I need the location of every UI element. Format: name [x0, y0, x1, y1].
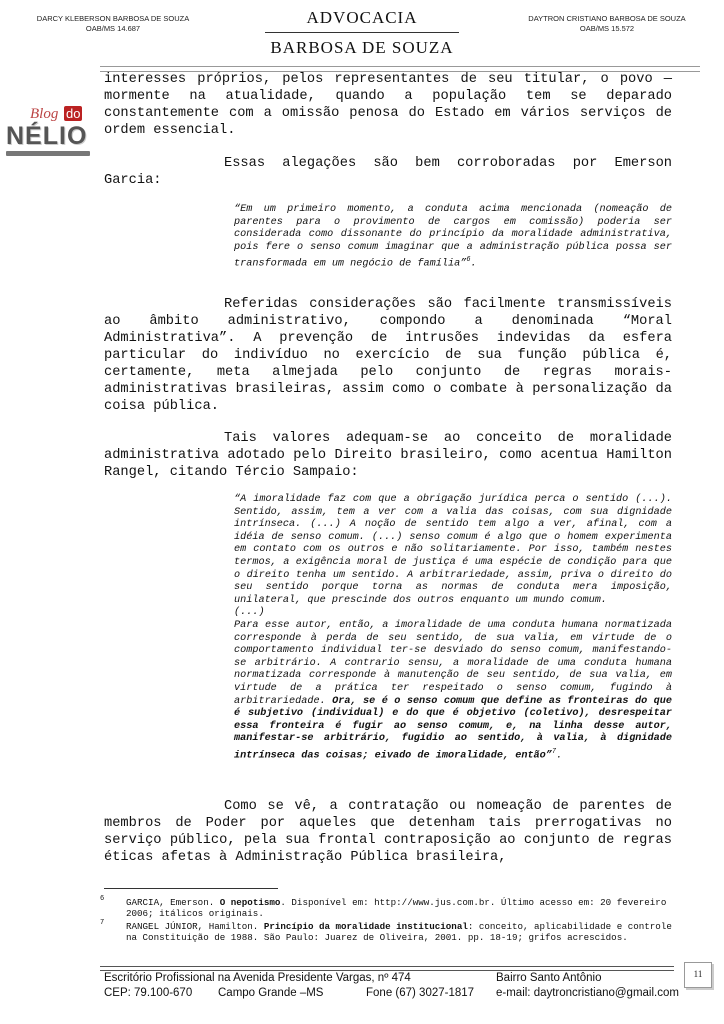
footer-divider	[100, 966, 674, 971]
header-left	[28, 14, 198, 34]
footer-neighborhood: Bairro Santo Antônio	[496, 972, 602, 984]
header-title-top: ADVOCACIA	[306, 8, 418, 27]
header-right	[514, 14, 700, 34]
header-title-bottom: BARBOSA DE SOUZA	[270, 38, 454, 57]
logo-do-word: do	[66, 106, 81, 121]
footer-address: Escritório Profissional na Avenida Presidente Vargas, nº 474	[104, 972, 411, 984]
left-lawyer-name: DARCY KLEBERSON BARBOSA DE SOUZA	[36, 14, 190, 23]
footnote-separator	[104, 888, 278, 889]
footnote-6-details: . Disponível em: http://www.jus.com.br. Último acesso em: 20 fevereiro 2006; itálicos originais.	[126, 897, 667, 920]
footnote-ref-6[interactable]: 6	[466, 256, 471, 265]
footnote-6	[100, 895, 672, 920]
left-lawyer-oab: OAB/MS 14.687	[85, 24, 141, 33]
quote-sampaio-part-2: Para esse autor, então, a imoralidade de uma conduta humana normatizada corresponde à perda de seu sentido, de sua valia, em virtude de o comportamento individual ter-se desviado do senso comum, manifestando-se arbitrário. A contrario sensu, a moralidade de uma conduta humana normatizada corresponde à manutenção de seu sentido, de sua valia, em virtude de a prática ter respeitado o senso comum, fugindo à arbitrariedade. Ora, se é o senso comum que define as fronteiras do que é subjetivo (individual) e do que é objetivo (coletivo), desrespeitar essa fronteira é fugir ao senso comum, e, na linha desse autor, manifestar-se arbitrário, fugidio ao sentido, à valia, à dignidade intrínseca das coisas; eivado de imoralidade, então”$^7$.	[234, 619, 672, 762]
footnote-6-title: O nepotismo	[219, 897, 281, 908]
footnote-7-number: 7	[100, 919, 105, 927]
logo-nelio-word: NÉLIO	[6, 122, 88, 150]
footnote-7-author: RANGEL JÚNIOR, Hamilton.	[126, 921, 264, 932]
right-lawyer-oab: OAB/MS 15.572	[579, 24, 635, 33]
quote-garcia-text: “Em um primeiro momento, a conduta acima mencionada (nomeação de parentes para o provimento de cargos em comissão) poderia ser considerada como dissonante do princípio da moralidade administrativa, pois fere o senso comum imaginar que a administração pública possa ser transformada em um negócio de família”	[234, 204, 672, 270]
quote-sampaio-ellipsis: (...)	[234, 607, 265, 619]
footnote-6-number: 6	[100, 895, 105, 903]
right-lawyer-name: DAYTRON CRISTIANO BARBOSA DE SOUZA	[528, 14, 686, 23]
paragraph-2: Essas alegações são bem corroboradas por Emerson Garcia:	[104, 156, 672, 188]
paragraph-1: interesses próprios, pelos representantes de seu titular, o povo — mormente na atualidade, quando a população tem se deparado constantemente com a omissão penosa do Estado em vários serviços de ordem essencial.	[104, 72, 672, 138]
page-number-box	[684, 962, 712, 988]
quote-sampaio-bold-text: Ora, se é o senso comum que define as fronteiras do que é subjetivo (individual) e do que é objetivo (coletivo), desrespeitar essa fronteira é fugir ao senso comum, e, na linha desse autor, manifestar-se arbitrário, fugidio ao sentido, à valia, à dignidade intrínseca das coisas; eivado de imoralidade, então”	[234, 695, 672, 762]
blog-do-nelio-logo	[4, 106, 96, 162]
header-title-rule	[265, 32, 459, 33]
paragraph-3: Referidas considerações são facilmente transmissíveis ao âmbito administrativo, compondo a denominada “Moral Administrativa”. A prevenção de intrusões indevidas da esfera particular do indivíduo no exercício de sua função pública é, certamente, meta almejada pelo conjunto de regras morais-administrativas brasileiras, assim como o combate à personalização da coisa pública.	[104, 297, 672, 414]
quote-sampaio	[234, 494, 672, 763]
footer-city: Campo Grande –MS	[218, 987, 324, 999]
logo-underline-bar	[6, 151, 90, 156]
footnote-7-title: Princípio da moralidade institucional	[263, 921, 468, 932]
footnote-7-details: : conceito, aplicabilidade e controle na Constituição de 1988. São Paulo: Juarez de Oliveira, 2001. pp. 18-19; grifos acrescidos.	[126, 921, 672, 944]
quote-sampaio-part-2-text: Para esse autor, então, a imoralidade de uma conduta humana normatizada corresponde à perda de seu sentido, de sua valia, em virtude de o comportamento individual ter-se desviado do senso comum, manifestando-se arbitrário. A contrario sensu, a moralidade de uma conduta humana normatizada corresponde à manutenção de seu sentido, de sua valia, em virtude de a prática ter respeitado o senso comum, fugindo à arbitrariedade.	[234, 619, 672, 707]
footnote-7	[100, 919, 672, 944]
page-number: 11	[693, 969, 703, 979]
quote-garcia: “Em um primeiro momento, a conduta acima mencionada (nomeação de parentes para o provimento de cargos em comissão) poderia ser considerada como dissonante do princípio da moralidade administrativa, pois fere o senso comum imaginar que a administração pública possa ser transformada em um negócio de família”$^6$.	[234, 204, 672, 270]
logo-blog-word: Blog	[30, 106, 59, 122]
footnote-ref-7[interactable]: 7	[551, 747, 557, 756]
paragraph-5: Como se vê, a contratação ou nomeação de parentes de membros de Poder por aqueles que detenham tais prerrogativas no serviço público, pela sua frontal contraposição ao conjunto de regras éticas afetas à Administração Pública brasileira,	[104, 799, 672, 865]
footer-cep: CEP: 79.100-670	[104, 987, 193, 999]
footnote-6-author: GARCIA, Emerson.	[126, 897, 220, 908]
paragraph-4: Tais valores adequam-se ao conceito de moralidade administrativa adotado pelo Direito brasileiro, como acentua Hamilton Rangel, citando Tércio Sampaio:	[104, 431, 672, 480]
quote-sampaio-part-1: “A imoralidade faz com que a obrigação jurídica perca o sentido (...). Sentido, assim, tem a ver com a valia das coisas, com sua dignidade intrínseca. (...) A noção de sentido tem algo a ver, afinal, com a idéia de senso comum. (...) senso comum é algo que o homem experimenta em contato com os outros e não solitariamente. Por isso, também nestes termos, a exigência moral de justiça é uma espécie de condição para que o direito tenha um sentido. A arbitrariedade, assim, priva o direito do seu sentido porque torna as normas de conduta mera imposição, unilateral, que prescinde dos outros enquanto um mundo comum.	[234, 494, 672, 606]
footer-phone: Fone (67) 3027-1817	[366, 987, 475, 999]
footer-email[interactable]: e-mail: daytroncristiano@gmail.com	[496, 987, 679, 999]
